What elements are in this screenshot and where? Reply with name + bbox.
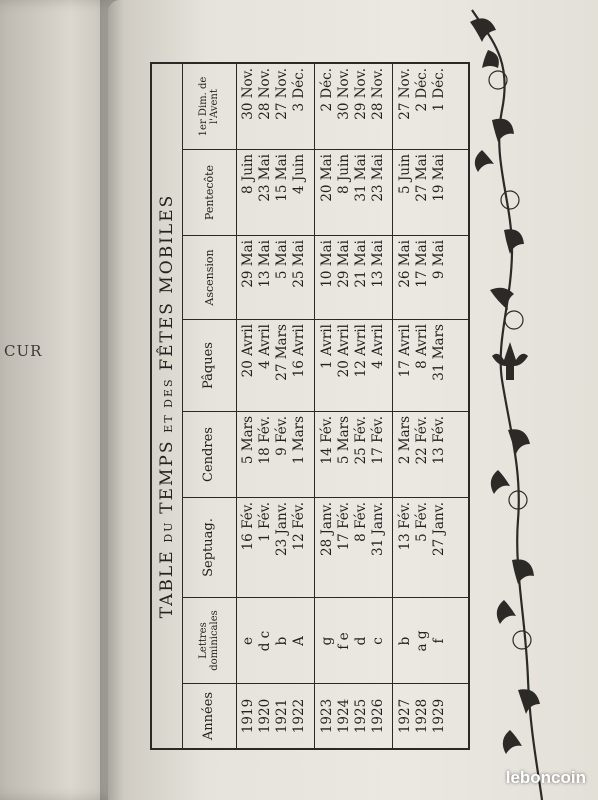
- cell-ascension: 10 Mai: [319, 240, 335, 288]
- cell-paques: 4 Avril: [370, 324, 386, 369]
- cell-ascension: 26 Mai: [397, 240, 413, 288]
- cell-lettre-dominicale: b: [274, 636, 290, 646]
- cell-ascension: 9 Mai: [431, 240, 447, 280]
- cell-lettre-dominicale: f e: [336, 632, 352, 650]
- cell-lettre-dominicale: e: [240, 637, 256, 645]
- cell-lettre-dominicale: d c: [257, 630, 273, 652]
- cell-avent: 30 Nov.: [240, 68, 256, 120]
- header-paques: Pâques: [182, 320, 236, 412]
- cell-avent: 2 Déc.: [414, 68, 430, 112]
- header-ascension: Ascension: [182, 236, 236, 320]
- table-rotated-frame: [150, 62, 470, 750]
- column-divider: [182, 235, 468, 236]
- cell-avent: 2 Déc.: [319, 68, 335, 112]
- table-title: [152, 64, 183, 748]
- header-avent: 1er Dim. de l'Avent: [182, 64, 236, 150]
- cell-cendres: 22 Fév.: [414, 416, 430, 465]
- cell-paques: 27 Mars: [274, 324, 290, 381]
- cell-avent: 28 Nov.: [370, 68, 386, 120]
- title-word-du: DU: [162, 520, 175, 543]
- cell-septuagesime: 27 Janv.: [431, 502, 447, 556]
- cell-cendres: 25 Fév.: [353, 416, 369, 465]
- cell-ascension: 13 Mai: [257, 240, 273, 288]
- cell-annee: 1919: [240, 698, 256, 734]
- cell-pentecote: 23 Mai: [370, 154, 386, 202]
- cell-avent: 27 Nov.: [397, 68, 413, 120]
- column-divider: [182, 411, 468, 412]
- cell-ascension: 25 Mai: [291, 240, 307, 288]
- cell-annee: 1920: [257, 698, 273, 734]
- cell-lettre-dominicale: b: [397, 636, 413, 646]
- table-row-group: [314, 64, 391, 748]
- book-gutter: [100, 0, 130, 800]
- title-word-table: TABLE: [157, 549, 177, 619]
- cell-septuagesime: 23 Janv.: [274, 502, 290, 556]
- cell-cendres: 18 Fév.: [257, 416, 273, 465]
- movable-feasts-table: [150, 62, 470, 750]
- table-body: [236, 64, 468, 748]
- cell-septuagesime: 16 Fév.: [240, 502, 256, 551]
- cell-septuagesime: 12 Fév.: [291, 502, 307, 551]
- cell-annee: 1926: [370, 698, 386, 734]
- cell-annee: 1925: [353, 698, 369, 734]
- leboncoin-watermark: leboncoin: [505, 768, 586, 787]
- cell-paques: 4 Avril: [257, 324, 273, 369]
- cell-septuagesime: 5 Fév.: [414, 502, 430, 542]
- cell-lettre-dominicale: a g: [414, 630, 430, 652]
- cell-avent: 3 Déc.: [291, 68, 307, 112]
- cell-cendres: 9 Fév.: [274, 416, 290, 456]
- cell-paques: 12 Avril: [353, 324, 369, 378]
- cell-paques: 17 Avril: [397, 324, 413, 378]
- cell-paques: 31 Mars: [431, 324, 447, 381]
- cell-avent: 27 Nov.: [274, 68, 290, 120]
- cell-pentecote: 31 Mai: [353, 154, 369, 202]
- cell-cendres: 17 Fév.: [370, 416, 386, 465]
- cell-pentecote: 15 Mai: [274, 154, 290, 202]
- left-page-fragment: CUR: [4, 342, 43, 360]
- cell-pentecote: 4 Juin: [291, 154, 307, 194]
- cell-lettre-dominicale: A: [291, 636, 307, 646]
- column-divider: [182, 319, 468, 320]
- column-divider: [182, 683, 468, 684]
- cell-annee: 1923: [319, 698, 335, 734]
- cell-lettre-dominicale: c: [370, 637, 386, 645]
- cell-pentecote: 23 Mai: [257, 154, 273, 202]
- cell-cendres: 13 Fév.: [431, 416, 447, 465]
- cell-annee: 1927: [397, 698, 413, 734]
- title-word-et-des: ET DES: [162, 377, 175, 433]
- cell-pentecote: 27 Mai: [414, 154, 430, 202]
- cell-lettre-dominicale: f: [431, 638, 447, 644]
- cell-avent: 30 Nov.: [336, 68, 352, 120]
- cell-septuagesime: 28 Janv.: [319, 502, 335, 556]
- cell-avent: 1 Déc.: [431, 68, 447, 112]
- cell-cendres: 5 Mars: [336, 416, 352, 465]
- cell-annee: 1921: [274, 698, 290, 734]
- cell-avent: 29 Nov.: [353, 68, 369, 120]
- cell-pentecote: 5 Juin: [397, 154, 413, 194]
- column-divider: [182, 149, 468, 150]
- cell-cendres: 1 Mars: [291, 416, 307, 465]
- table-row-group: [392, 64, 452, 748]
- title-word-temps: TEMPS: [157, 439, 177, 514]
- cell-septuagesime: 8 Fév.: [353, 502, 369, 542]
- table-row-group: [240, 64, 316, 748]
- cell-pentecote: 8 Juin: [240, 154, 256, 194]
- cell-annee: 1922: [291, 698, 307, 734]
- cell-paques: 20 Avril: [240, 324, 256, 378]
- title-word-fetes-mobiles: FÊTES MOBILES: [157, 193, 177, 371]
- header-pentecote: Pentecôte: [182, 150, 236, 236]
- cell-paques: 16 Avril: [291, 324, 307, 378]
- cell-avent: 28 Nov.: [257, 68, 273, 120]
- cell-ascension: 21 Mai: [353, 240, 369, 288]
- cell-ascension: 29 Mai: [336, 240, 352, 288]
- cell-annee: 1924: [336, 698, 352, 734]
- cell-annee: 1929: [431, 698, 447, 734]
- cell-pentecote: 19 Mai: [431, 154, 447, 202]
- cell-cendres: 5 Mars: [240, 416, 256, 465]
- cell-paques: 20 Avril: [336, 324, 352, 378]
- header-septuagesime: Septuag.: [182, 498, 236, 598]
- cell-pentecote: 8 Juin: [336, 154, 352, 194]
- cell-septuagesime: 13 Fév.: [397, 502, 413, 551]
- cell-pentecote: 20 Mai: [319, 154, 335, 202]
- cell-ascension: 13 Mai: [370, 240, 386, 288]
- cell-annee: 1928: [414, 698, 430, 734]
- column-divider: [182, 497, 468, 498]
- table-header-row: [182, 64, 237, 748]
- header-annees: Années: [201, 691, 216, 741]
- cell-ascension: 5 Mai: [274, 240, 290, 280]
- fleur-de-lis-border-icon: [452, 0, 562, 800]
- cell-cendres: 14 Fév.: [319, 416, 335, 465]
- cell-cendres: 2 Mars: [397, 416, 413, 465]
- cell-paques: 8 Avril: [414, 324, 430, 369]
- cell-septuagesime: 31 Janv.: [370, 502, 386, 556]
- cell-lettre-dominicale: d: [353, 636, 369, 646]
- cell-septuagesime: 1 Fév.: [257, 502, 273, 542]
- column-divider: [182, 597, 468, 598]
- cell-paques: 1 Avril: [319, 324, 335, 369]
- cell-septuagesime: 17 Fév.: [336, 502, 352, 551]
- header-lettres-dominicales: Lettres dominicales: [182, 598, 236, 684]
- cell-ascension: 17 Mai: [414, 240, 430, 288]
- header-cendres: Cendres: [182, 412, 236, 498]
- cell-lettre-dominicale: g: [319, 636, 335, 646]
- cell-ascension: 29 Mai: [240, 240, 256, 288]
